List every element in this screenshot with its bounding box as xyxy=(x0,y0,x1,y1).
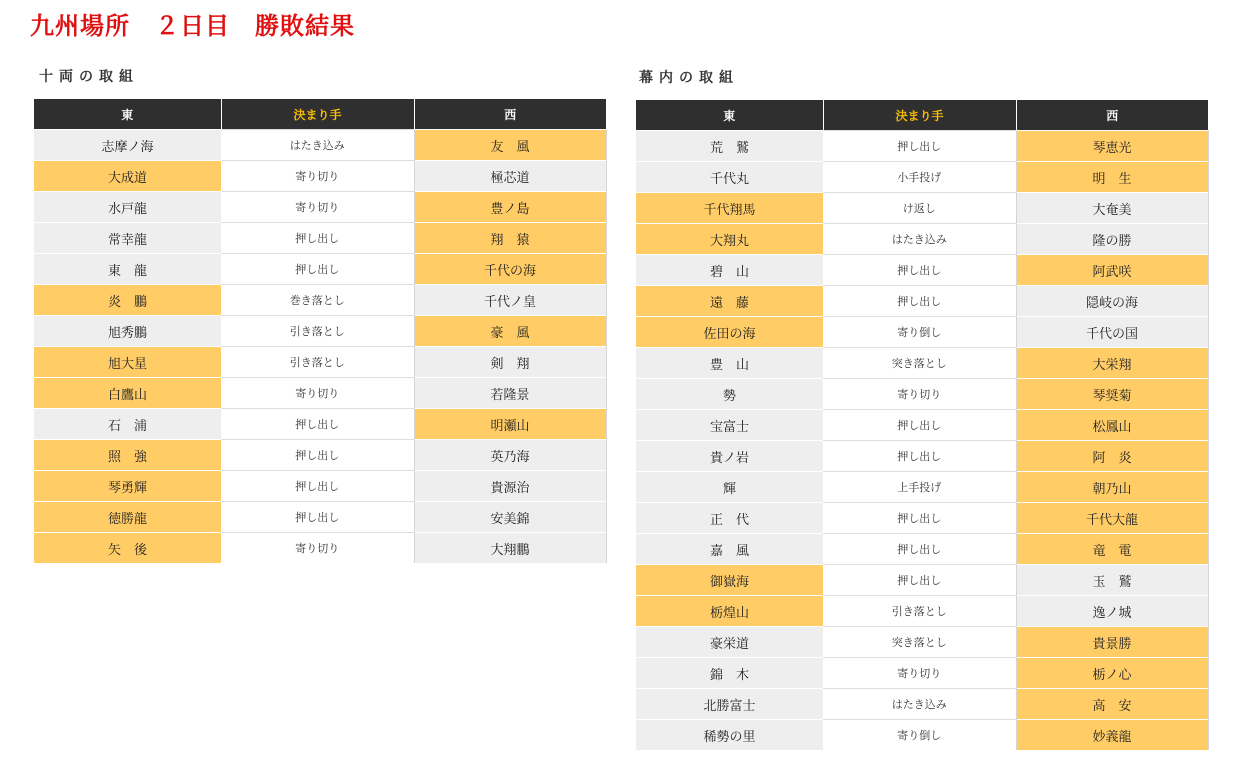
kimarite-cell: 押し出し xyxy=(823,255,1016,286)
bout-row xyxy=(34,347,606,378)
kimarite-cell: 引き落とし xyxy=(221,316,414,347)
west-rikishi: 松鳳山 xyxy=(1016,410,1208,441)
west-rikishi: 高 安 xyxy=(1016,689,1208,720)
west-rikishi: 貴景勝 xyxy=(1016,627,1208,658)
west-rikishi: 剣 翔 xyxy=(414,347,606,378)
west-rikishi: 大翔鵬 xyxy=(414,533,606,564)
west-rikishi: 友 風 xyxy=(414,130,606,161)
east-rikishi: 宝富士 xyxy=(636,410,823,441)
east-column-header: 東 xyxy=(34,99,221,130)
east-rikishi: 勢 xyxy=(636,379,823,410)
kimarite-cell: 寄り切り xyxy=(221,192,414,223)
west-rikishi: 琴恵光 xyxy=(1016,131,1208,162)
bout-row xyxy=(34,223,606,254)
page-title: 九州場所 ２日目 勝敗結果 xyxy=(30,12,355,40)
bout-row xyxy=(636,317,1208,348)
kimarite-cell: 押し出し xyxy=(221,471,414,502)
east-rikishi: 大翔丸 xyxy=(636,224,823,255)
east-rikishi: 水戸龍 xyxy=(34,192,221,223)
bout-row xyxy=(636,410,1208,441)
kimarite-cell: 押し出し xyxy=(823,534,1016,565)
kimarite-cell: 寄り切り xyxy=(823,379,1016,410)
east-rikishi: 御嶽海 xyxy=(636,565,823,596)
west-rikishi: 隠岐の海 xyxy=(1016,286,1208,317)
east-rikishi: 大成道 xyxy=(34,161,221,192)
west-rikishi: 千代大龍 xyxy=(1016,503,1208,534)
makuuchi-heading: 幕内の取組 xyxy=(639,70,739,86)
west-rikishi: 大栄翔 xyxy=(1016,348,1208,379)
kimarite-cell: 押し出し xyxy=(823,286,1016,317)
east-rikishi: 北勝富士 xyxy=(636,689,823,720)
west-rikishi: 阿武咲 xyxy=(1016,255,1208,286)
bout-row xyxy=(34,192,606,223)
kimarite-cell: はたき込み xyxy=(823,689,1016,720)
west-column-header: 西 xyxy=(1016,100,1208,131)
west-rikishi: 明 生 xyxy=(1016,162,1208,193)
east-rikishi: 旭大星 xyxy=(34,347,221,378)
bout-row xyxy=(34,440,606,471)
kimarite-cell: はたき込み xyxy=(221,130,414,161)
kimarite-cell: 引き落とし xyxy=(221,347,414,378)
bout-row xyxy=(34,471,606,502)
bout-row xyxy=(636,472,1208,503)
juryo-bouts xyxy=(34,130,606,564)
east-rikishi: 荒 鷲 xyxy=(636,131,823,162)
east-rikishi: 白鷹山 xyxy=(34,378,221,409)
table-header-row xyxy=(34,99,606,130)
bout-row xyxy=(636,658,1208,689)
west-rikishi: 隆の勝 xyxy=(1016,224,1208,255)
east-rikishi: 輝 xyxy=(636,472,823,503)
kimarite-cell: 押し出し xyxy=(221,409,414,440)
west-rikishi: 玉 鷲 xyxy=(1016,565,1208,596)
bout-row xyxy=(636,534,1208,565)
east-column-header: 東 xyxy=(636,100,823,131)
bout-row xyxy=(636,286,1208,317)
kimarite-cell: 寄り切り xyxy=(221,533,414,564)
kimarite-cell: 突き落とし xyxy=(823,348,1016,379)
kimarite-cell: 押し出し xyxy=(823,565,1016,596)
bout-row xyxy=(34,130,606,161)
kimarite-column-header: 決まり手 xyxy=(221,99,414,130)
east-rikishi: 栃煌山 xyxy=(636,596,823,627)
kimarite-cell: け返し xyxy=(823,193,1016,224)
kimarite-cell: 押し出し xyxy=(221,440,414,471)
west-rikishi: 明瀬山 xyxy=(414,409,606,440)
east-rikishi: 照 強 xyxy=(34,440,221,471)
east-rikishi: 旭秀鵬 xyxy=(34,316,221,347)
west-rikishi: 逸ノ城 xyxy=(1016,596,1208,627)
west-rikishi: 琴奨菊 xyxy=(1016,379,1208,410)
east-rikishi: 石 浦 xyxy=(34,409,221,440)
bout-row xyxy=(636,441,1208,472)
kimarite-cell: 巻き落とし xyxy=(221,285,414,316)
makuuchi-bouts xyxy=(636,131,1208,751)
west-rikishi: 英乃海 xyxy=(414,440,606,471)
kimarite-cell: 押し出し xyxy=(823,441,1016,472)
bout-row xyxy=(636,348,1208,379)
east-rikishi: 佐田の海 xyxy=(636,317,823,348)
bout-row xyxy=(34,316,606,347)
kimarite-cell: 押し出し xyxy=(823,131,1016,162)
bout-row xyxy=(636,224,1208,255)
west-rikishi: 大奄美 xyxy=(1016,193,1208,224)
bout-row xyxy=(34,533,606,564)
east-rikishi: 正 代 xyxy=(636,503,823,534)
bout-row xyxy=(636,596,1208,627)
west-rikishi: 安美錦 xyxy=(414,502,606,533)
east-rikishi: 碧 山 xyxy=(636,255,823,286)
east-rikishi: 千代丸 xyxy=(636,162,823,193)
kimarite-cell: 押し出し xyxy=(221,223,414,254)
east-rikishi: 常幸龍 xyxy=(34,223,221,254)
west-rikishi: 翔 猿 xyxy=(414,223,606,254)
east-rikishi: 矢 後 xyxy=(34,533,221,564)
west-rikishi: 豪 風 xyxy=(414,316,606,347)
west-rikishi: 千代の海 xyxy=(414,254,606,285)
table-header-row xyxy=(636,100,1208,131)
bout-row xyxy=(34,378,606,409)
kimarite-cell: 寄り切り xyxy=(221,378,414,409)
kimarite-cell: 寄り切り xyxy=(221,161,414,192)
east-rikishi: 志摩ノ海 xyxy=(34,130,221,161)
bout-row xyxy=(34,161,606,192)
west-rikishi: 朝乃山 xyxy=(1016,472,1208,503)
west-rikishi: 極芯道 xyxy=(414,161,606,192)
east-rikishi: 遠 藤 xyxy=(636,286,823,317)
bout-row xyxy=(636,720,1208,751)
kimarite-cell: 押し出し xyxy=(221,502,414,533)
makuuchi-results-table xyxy=(636,100,1209,750)
kimarite-cell: 寄り切り xyxy=(823,658,1016,689)
east-rikishi: 徳勝龍 xyxy=(34,502,221,533)
bout-row xyxy=(636,255,1208,286)
bout-row xyxy=(636,131,1208,162)
kimarite-cell: 押し出し xyxy=(221,254,414,285)
kimarite-cell: はたき込み xyxy=(823,224,1016,255)
east-rikishi: 豊 山 xyxy=(636,348,823,379)
east-rikishi: 嘉 風 xyxy=(636,534,823,565)
bout-row xyxy=(34,285,606,316)
bout-row xyxy=(636,627,1208,658)
west-rikishi: 栃ノ心 xyxy=(1016,658,1208,689)
west-rikishi: 妙義龍 xyxy=(1016,720,1208,751)
kimarite-cell: 寄り倒し xyxy=(823,720,1016,751)
kimarite-cell: 引き落とし xyxy=(823,596,1016,627)
east-rikishi: 琴勇輝 xyxy=(34,471,221,502)
west-rikishi: 若隆景 xyxy=(414,378,606,409)
bout-row xyxy=(636,193,1208,224)
east-rikishi: 炎 鵬 xyxy=(34,285,221,316)
bout-row xyxy=(636,379,1208,410)
juryo-section xyxy=(34,66,606,563)
west-rikishi: 貴源治 xyxy=(414,471,606,502)
bout-row xyxy=(636,565,1208,596)
west-rikishi: 竜 電 xyxy=(1016,534,1208,565)
bout-row xyxy=(636,503,1208,534)
kimarite-cell: 突き落とし xyxy=(823,627,1016,658)
kimarite-cell: 小手投げ xyxy=(823,162,1016,193)
west-rikishi: 阿 炎 xyxy=(1016,441,1208,472)
east-rikishi: 東 龍 xyxy=(34,254,221,285)
west-rikishi: 千代ノ皇 xyxy=(414,285,606,316)
juryo-heading: 十両の取組 xyxy=(39,69,139,85)
bout-row xyxy=(34,502,606,533)
east-rikishi: 貴ノ岩 xyxy=(636,441,823,472)
juryo-results-table xyxy=(34,99,607,563)
kimarite-column-header: 決まり手 xyxy=(823,100,1016,131)
makuuchi-section xyxy=(636,67,1208,750)
east-rikishi: 豪栄道 xyxy=(636,627,823,658)
west-rikishi: 豊ノ島 xyxy=(414,192,606,223)
bout-row xyxy=(34,409,606,440)
kimarite-cell: 寄り倒し xyxy=(823,317,1016,348)
west-rikishi: 千代の国 xyxy=(1016,317,1208,348)
bout-row xyxy=(636,162,1208,193)
kimarite-cell: 押し出し xyxy=(823,503,1016,534)
bout-row xyxy=(636,689,1208,720)
east-rikishi: 錦 木 xyxy=(636,658,823,689)
east-rikishi: 千代翔馬 xyxy=(636,193,823,224)
kimarite-cell: 上手投げ xyxy=(823,472,1016,503)
west-column-header: 西 xyxy=(414,99,606,130)
east-rikishi: 稀勢の里 xyxy=(636,720,823,751)
kimarite-cell: 押し出し xyxy=(823,410,1016,441)
bout-row xyxy=(34,254,606,285)
